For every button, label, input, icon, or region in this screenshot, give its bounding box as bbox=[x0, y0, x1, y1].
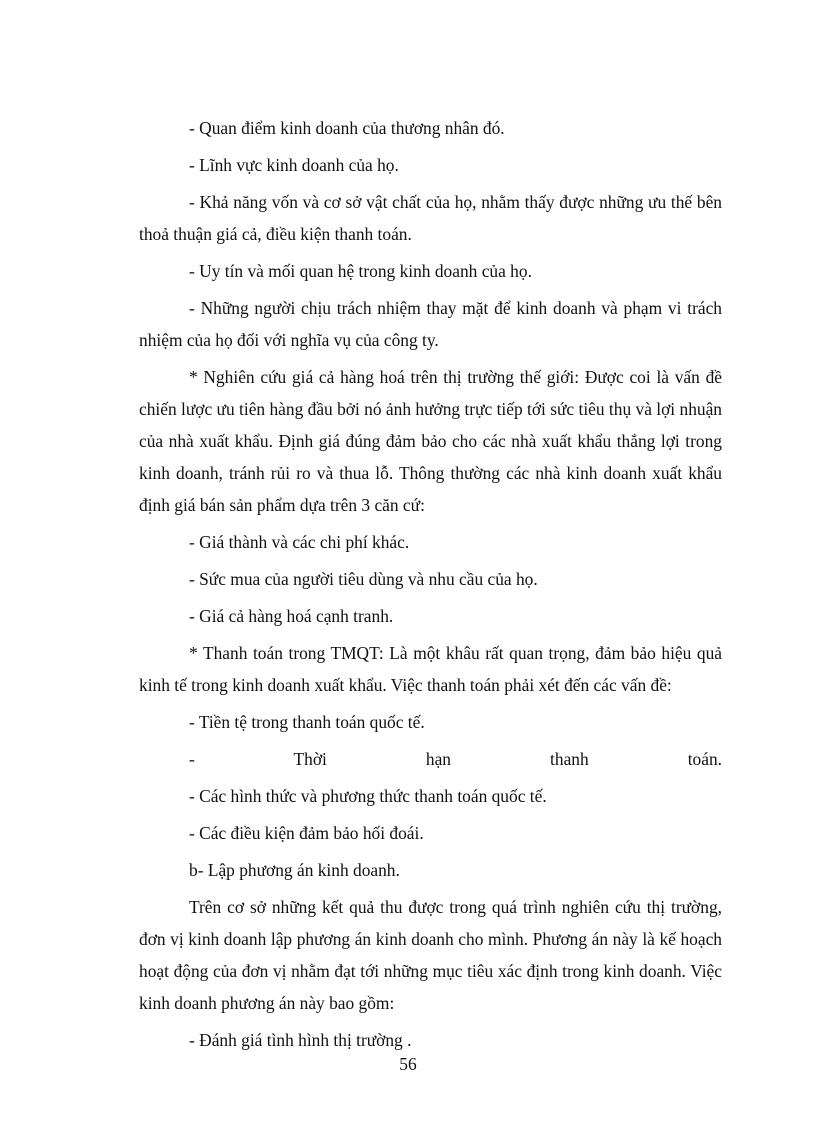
paragraph-10: * Thanh toán trong TMQT: Là một khâu rất quan trọng, đảm bảo hiệu quả kinh tế trong kinh doanh xuất khẩu. Việc thanh toán phải xét đến các vấn đề: bbox=[139, 643, 722, 695]
paragraph-3: - Khả năng vốn và cơ sở vật chất của họ, nhằm thấy được những ưu thế bên thoả thuận giá cả, điều kiện thanh toán. bbox=[139, 192, 722, 244]
paragraph-1: - Quan điểm kinh doanh của thương nhân đó. bbox=[189, 118, 505, 138]
paragraph-11: - Tiền tệ trong thanh toán quốc tế. bbox=[189, 712, 425, 732]
paragraph-13: - Các hình thức và phương thức thanh toán quốc tế. bbox=[189, 786, 547, 806]
paragraph-17: - Đánh giá tình hình thị trường . bbox=[189, 1030, 412, 1050]
paragraph-7: - Giá thành và các chi phí khác. bbox=[189, 532, 410, 552]
paragraph-4: - Uy tín và mối quan hệ trong kinh doanh của họ. bbox=[189, 261, 532, 281]
paragraph-2: - Lĩnh vực kinh doanh của họ. bbox=[189, 155, 399, 175]
section-heading: b- Lập phương án kinh doanh. bbox=[189, 860, 400, 880]
paragraph-12: - Thời hạn thanh toán. bbox=[189, 749, 722, 769]
paragraph-9: - Giá cả hàng hoá cạnh tranh. bbox=[189, 606, 394, 626]
body-text bbox=[139, 112, 722, 1061]
paragraph-16: Trên cơ sở những kết quả thu được trong quá trình nghiên cứu thị trường, đơn vị kinh doanh lập phương án kinh doanh cho mình. Phương án này là kế hoạch hoạt động của đơn vị nhằm đạt tới những mục tiêu xác định trong kinh doanh. Việc kinh doanh phương án này bao gồm: bbox=[139, 897, 722, 1013]
paragraph-14: - Các điều kiện đảm bảo hối đoái. bbox=[189, 823, 424, 843]
paragraph-8: - Sức mua của người tiêu dùng và nhu cầu của họ. bbox=[189, 569, 538, 589]
paragraph-5: - Những người chịu trách nhiệm thay mặt để kinh doanh và phạm vi trách nhiệm của họ đối với nghĩa vụ của công ty. bbox=[139, 298, 722, 350]
page-number: 56 bbox=[399, 1054, 417, 1074]
paragraph-6: * Nghiên cứu giá cả hàng hoá trên thị trường thế giới: Được coi là vấn đề chiến lược ưu tiên hàng đầu bởi nó ảnh hưởng trực tiếp tới sức tiêu thụ và lợi nhuận của nhà xuất khẩu. Định giá đúng đảm bảo cho các nhà xuất khẩu thắng lợi trong kinh doanh, tránh rủi ro và thua lỗ. Thông thường các nhà kinh doanh xuất khẩu định giá bán sản phẩm dựa trên 3 căn cứ: bbox=[139, 367, 722, 515]
